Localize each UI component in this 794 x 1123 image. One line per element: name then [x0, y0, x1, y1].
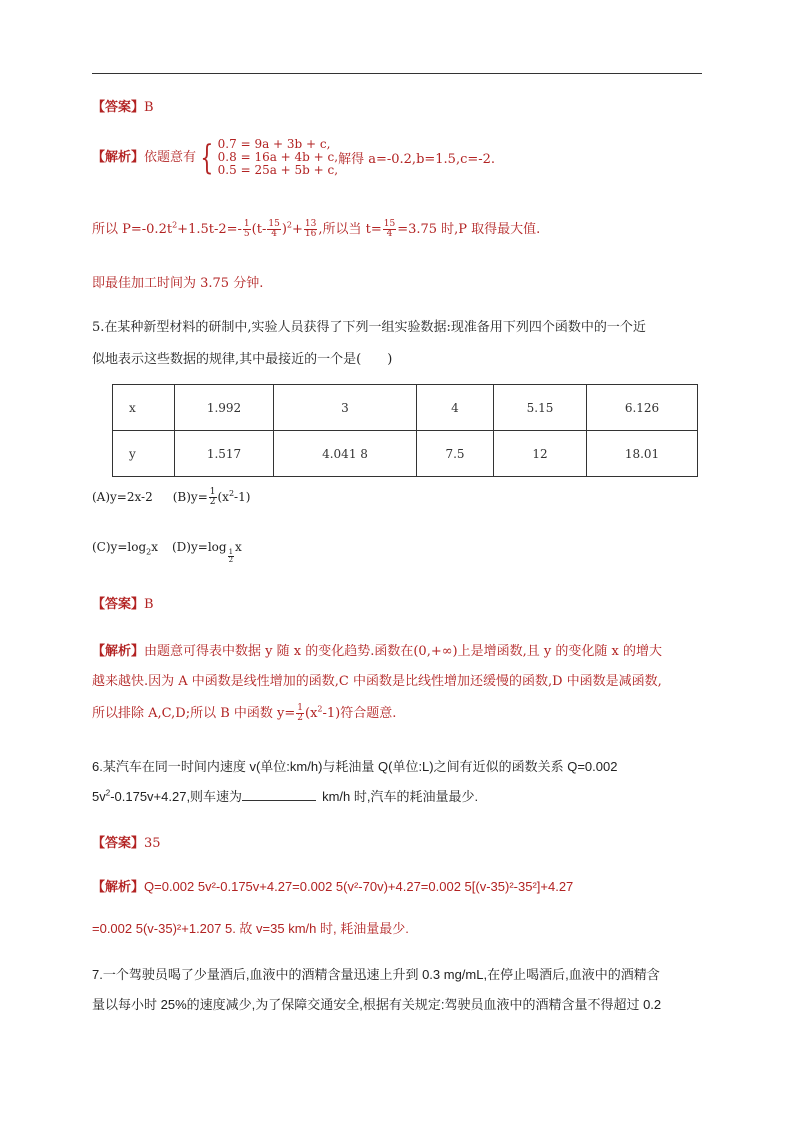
- fraction: [304, 220, 317, 239]
- table-cell: 3: [274, 385, 417, 431]
- text-segment: (x: [217, 490, 229, 504]
- question-5-line-2: 似地表示这些数据的规律,其中最接近的一个是( ): [92, 352, 393, 367]
- text-segment: +: [291, 222, 303, 237]
- fraction: [296, 704, 304, 723]
- equation-2: 0.8 = 16a + 4b + c,: [217, 150, 339, 164]
- explanation-1-line-2: [92, 218, 540, 239]
- options-row-2: [92, 540, 242, 564]
- table-cell: 4: [417, 385, 494, 431]
- explanation-1-line-3: 即最佳加工时间为 3.75 分钟.: [92, 276, 264, 291]
- fraction-denominator: 2: [297, 713, 303, 723]
- fraction-numerator: 1: [297, 703, 303, 713]
- text-segment: -0.175v+4.27,则车速为: [110, 789, 243, 804]
- answer-blank[interactable]: [242, 788, 316, 801]
- option-a: (A)y=2x-2: [92, 490, 153, 504]
- equation-1: 0.7 = 9a + 3b + c,: [217, 137, 331, 151]
- header-rule: [92, 73, 702, 74]
- fraction: [243, 220, 251, 239]
- table-cell: 6.126: [587, 385, 698, 431]
- option-b: [172, 487, 251, 507]
- text-segment: ): [281, 222, 287, 237]
- explanation-result: 解得 a=-0.2,b=1.5,c=-2.: [338, 152, 496, 167]
- exponent: 2: [105, 788, 111, 798]
- table-cell: y: [113, 431, 175, 477]
- text-segment: +1.5t-2=-: [177, 222, 242, 237]
- options-row-1: [92, 488, 250, 507]
- explanation-1: [92, 138, 495, 177]
- exponent: 2: [317, 704, 323, 714]
- explanation-tag: 【解析】: [92, 644, 145, 659]
- table-row: [113, 431, 698, 477]
- answer-tag: 【答案】: [92, 597, 145, 612]
- explanation-tag: 【解析】: [92, 150, 145, 165]
- question-7-line-2: 量以每小时 25%的速度减少,为了保障交通安全,根据有关规定:驾驶员血液中的酒精含量不得超过 0.2: [92, 997, 662, 1012]
- fraction-denominator: 4: [271, 229, 277, 239]
- fraction-numerator: 15: [383, 219, 396, 229]
- answer-1: [92, 96, 154, 115]
- option-b-prefix: (B)y=: [172, 490, 208, 504]
- answer-value: B: [144, 597, 154, 612]
- explanation-lead: 依题意有: [144, 150, 197, 165]
- text-segment: -1): [234, 490, 251, 504]
- text-segment: (C)y=log: [92, 540, 147, 554]
- equation-3: 0.5 = 25a + 5b + c,: [217, 163, 339, 177]
- fraction: [383, 220, 396, 239]
- question-5-line-1: 5.在某种新型材料的研制中,实验人员获得了下列一组实验数据:现准备用下列四个函数中的一个近: [92, 320, 646, 335]
- table-cell: 12: [494, 431, 587, 477]
- fraction: [209, 488, 217, 507]
- question-7-line-1: 7.一个驾驶员喝了少量酒后,血液中的酒精含量迅速上升到 0.3 mg/mL,在停止喝酒后,血液中的酒精含: [92, 967, 660, 982]
- table-cell: 18.01: [587, 431, 698, 477]
- table-cell: 7.5: [417, 431, 494, 477]
- text-segment: 5v: [92, 789, 106, 804]
- table-cell: x: [113, 385, 175, 431]
- explanation-6-line-1: [92, 876, 573, 895]
- answer-value: 35: [144, 836, 161, 851]
- text-segment: (D)y=log: [172, 540, 227, 554]
- explanation-6-line-2: =0.002 5(v-35)²+1.207 5. 故 v=35 km/h 时, 耗油量最少.: [92, 921, 409, 936]
- table-cell: 1.992: [175, 385, 274, 431]
- exponent: 2: [172, 220, 178, 230]
- text-segment: (t-: [251, 222, 267, 237]
- text-segment: 所以 P=-0.2t: [92, 222, 173, 237]
- fraction-denominator: 4: [386, 229, 393, 239]
- explanation-5-line-1: [92, 640, 662, 659]
- fraction-numerator: 1: [228, 548, 234, 557]
- explanation-5-line-2: 越来越快.因为 A 中函数是线性增加的函数,C 中函数是比线性增加还缓慢的函数,D 中函数是减函数,: [92, 674, 662, 689]
- brace-symbol: {: [200, 137, 214, 178]
- explanation-5-line-3: [92, 702, 396, 723]
- explanation-text: Q=0.002 5v²-0.175v+4.27=0.002 5(v²-70v)+4.27=0.002 5[(v-35)²-35²]+4.27: [144, 879, 574, 894]
- fraction: [267, 220, 280, 239]
- exponent: 2: [286, 220, 292, 230]
- table-cell: 1.517: [175, 431, 274, 477]
- text-segment: x: [151, 540, 158, 554]
- answer-5: [92, 593, 154, 612]
- fraction-subscript: [228, 549, 234, 564]
- fraction-numerator: 15: [268, 219, 280, 229]
- fraction-numerator: 1: [209, 487, 216, 497]
- option-c: [92, 540, 158, 557]
- table-cell: 5.15: [494, 385, 587, 431]
- explanation-tag: 【解析】: [92, 879, 145, 894]
- text-segment: 所以排除 A,C,D;所以 B 中函数 y=: [92, 706, 296, 721]
- option-d: [172, 540, 242, 565]
- text-segment: =3.75 时,P 取得最大值.: [397, 222, 541, 237]
- data-table: [112, 384, 698, 477]
- question-6-line-1: 6.某汽车在同一时间内速度 v(单位:km/h)与耗油量 Q(单位:L)之间有近似的函数关系 Q=0.002: [92, 759, 618, 774]
- answer-tag: 【答案】: [92, 836, 145, 851]
- fraction-denominator: 2: [209, 497, 216, 507]
- fraction-denominator: 5: [243, 229, 250, 239]
- equation-system: [218, 138, 338, 177]
- subscript: 2: [146, 547, 152, 557]
- text-segment: -1)符合题意.: [322, 706, 397, 721]
- answer-value: B: [144, 100, 154, 115]
- fraction-denominator: 16: [304, 229, 317, 239]
- explanation-text: 由题意可得表中数据 y 随 x 的变化趋势.函数在(0,+∞)上是增函数,且 y 的变化随 x 的增大: [144, 644, 662, 659]
- table-cell: 4.041 8: [274, 431, 417, 477]
- exponent: 2: [228, 489, 235, 498]
- fraction-numerator: 13: [304, 219, 317, 229]
- answer-6: [92, 832, 161, 851]
- question-6-line-2: [92, 786, 478, 805]
- answer-tag: 【答案】: [92, 100, 145, 115]
- fraction-numerator: 1: [243, 219, 250, 229]
- text-segment: (x: [305, 706, 318, 721]
- text-segment: x: [235, 540, 242, 554]
- table-row: [113, 385, 698, 431]
- fraction-denominator: 2: [228, 556, 234, 565]
- text-segment: km/h 时,汽车的耗油量最少.: [322, 789, 479, 804]
- text-segment: ,所以当 t=: [318, 222, 382, 237]
